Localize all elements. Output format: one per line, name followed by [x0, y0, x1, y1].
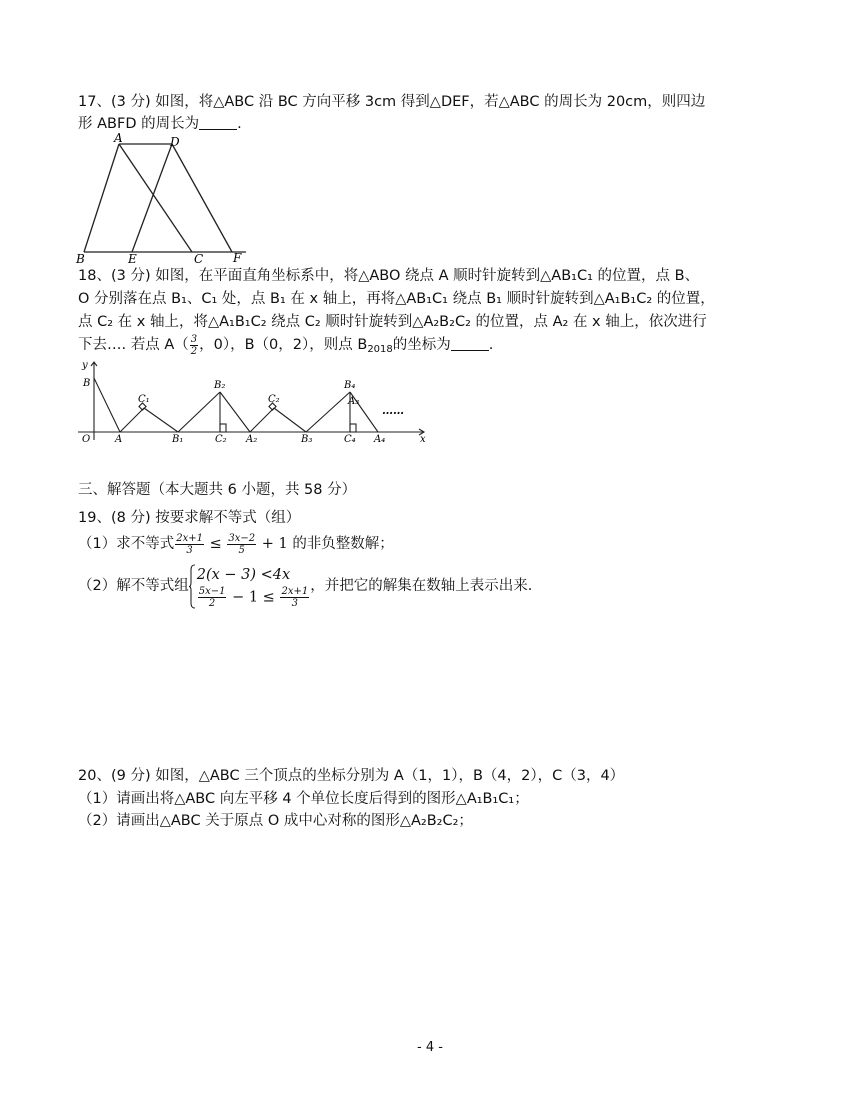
q18-text4c: 的坐标为 [392, 337, 451, 353]
q19-intro: 按要求解不等式（组） [155, 510, 301, 526]
label-O: O [82, 434, 91, 444]
label-A: A [115, 434, 123, 444]
q19-p1-label: （1）求不等式 [78, 536, 175, 552]
frac-num: 5x−1 [198, 585, 226, 597]
answer-blank-q18 [451, 336, 489, 351]
q18-text2: O 分别落在点 B₁、C₁ 处，点 B₁ 在 x 轴上，再将△AB₁C₁ 绕点 B₁ 顺时针旋转到△A₁B₁C₂ 的位置， [78, 291, 715, 307]
q17-line2 [78, 114, 242, 134]
q18-period: . [488, 337, 494, 353]
edge-C2bB3 [274, 408, 306, 432]
q20-part2: （2）请画出△ABC 关于原点 O 成中心对称的图形△A₂B₂C₂； [78, 813, 473, 829]
q20-part1: （1）请画出将△ABC 向左平移 4 个单位长度后得到的图形△A₁B₁C₁； [78, 791, 529, 807]
label-C2b: C₂ [268, 394, 280, 405]
q18-line1 [78, 266, 699, 286]
label-B2: B₂ [214, 380, 226, 391]
q19-line1 [78, 508, 300, 528]
subscript-2018: 2018 [367, 344, 393, 355]
q20-text1: 如图，△ABC 三个顶点的坐标分别为 A（1，1），B（4，2），C（3，4） [155, 768, 625, 784]
label-D: D [170, 135, 180, 149]
q19-p2-label: （2）解不等式组 [78, 578, 189, 594]
frac-den: 2 [190, 345, 198, 357]
q19-part2 [78, 562, 532, 610]
edge-BA [94, 378, 120, 432]
frac-num: 3 [190, 333, 198, 345]
le-sign: ≤ [209, 536, 222, 552]
edge-A2C2b [250, 408, 274, 432]
frac-num: 3x−2 [228, 532, 256, 544]
q18-figure [74, 356, 434, 444]
section3-title: 三、解答题（本大题共 6 小题，共 58 分） [78, 482, 357, 498]
q18-line2 [78, 289, 715, 309]
q17-figure [72, 132, 262, 264]
edge-AC1 [120, 408, 144, 432]
label-y: y [82, 360, 88, 371]
frac-num: 2x+1 [281, 585, 309, 597]
label-B: B [83, 378, 91, 389]
q19-p2-post: ，并把它的解集在数轴上表示出来. [310, 578, 533, 594]
edge-B3B4 [306, 392, 350, 432]
q18-line3 [78, 312, 707, 332]
label-E: E [128, 252, 137, 264]
label-F: F [233, 251, 242, 264]
frac-den: 3 [186, 544, 193, 556]
label-A3: A₃ [348, 396, 360, 407]
q17-text2: 形 ABFD 的周长为 [78, 116, 200, 132]
label-C4: C₄ [344, 434, 356, 444]
brace-icon [189, 564, 196, 609]
q17-period: . [237, 116, 242, 132]
q17-text1: 如图，将△ABC 沿 BC 方向平移 3cm 得到△DEF，若△ABC 的周长为 20cm，则四边 [155, 94, 706, 110]
q20-number: 20、(9 分) [78, 768, 151, 784]
edge-B1B2 [178, 392, 220, 432]
right-angle-C4 [350, 424, 356, 432]
q18-number: 18、(3 分) [78, 268, 151, 284]
page-number: - 4 - [417, 1040, 443, 1055]
edge-C1B1 [144, 408, 178, 432]
label-B1: B₁ [172, 434, 184, 444]
fraction-5x1-2 [198, 586, 227, 609]
frac-den: 2 [208, 597, 216, 609]
q18-text4a: 下去…. 若点 A（ [78, 337, 189, 353]
edge-B2A2 [220, 392, 250, 432]
q17-number: 17、(3 分) [78, 94, 151, 110]
label-C2: C₂ [215, 434, 227, 444]
fraction-3x2-5 [227, 533, 256, 556]
q18-text4b: ，0），B（0，2），则点 B [199, 337, 368, 353]
continuation-dots: …… [382, 404, 404, 417]
edge-DE [132, 144, 172, 252]
frac-den: 3 [291, 597, 299, 609]
frac-den: 5 [238, 544, 245, 556]
q19-part1 [78, 531, 394, 557]
minus-one-le: − 1 ≤ [232, 589, 275, 605]
system-row2 [197, 586, 310, 609]
fraction-3-2 [190, 334, 198, 357]
q18-text1: 如图，在平面直角坐标系中，将△ABO 绕点 A 顺时针旋转到△AB₁C₁ 的位置，点 B、 [155, 268, 700, 284]
answer-blank [199, 115, 237, 130]
frac-num: 2x+1 [176, 532, 203, 544]
system-row1: 2(x − 3) <4x [196, 566, 291, 583]
label-C: C [194, 252, 204, 264]
label-x: x [420, 434, 426, 444]
label-C1: C₁ [138, 394, 150, 405]
label-A4: A₄ [374, 434, 386, 444]
q19-p1-post: 的非负整数解； [292, 536, 394, 552]
q18-text3: 点 C₂ 在 x 轴上，将△A₁B₁C₂ 绕点 C₂ 顺时针旋转到△A₂B₂C₂ 的位置，点 A₂ 在 x 轴上，依次进行 [78, 314, 707, 330]
label-B3: B₃ [301, 434, 313, 444]
q17-line1 [78, 92, 705, 112]
fraction-2x1-3 [175, 533, 204, 556]
q20-line1 [78, 766, 624, 786]
q19-number: 19、(8 分) [78, 510, 151, 526]
label-A2: A₂ [246, 434, 258, 444]
label-A: A [114, 132, 123, 145]
label-B4: B₄ [344, 380, 356, 391]
fraction-2x1-3b [280, 586, 309, 609]
edge-AB [84, 144, 119, 252]
plus-one: + 1 [261, 536, 288, 552]
label-B: B [76, 252, 85, 264]
inequality-system [189, 564, 310, 609]
right-angle-C2 [220, 424, 226, 432]
